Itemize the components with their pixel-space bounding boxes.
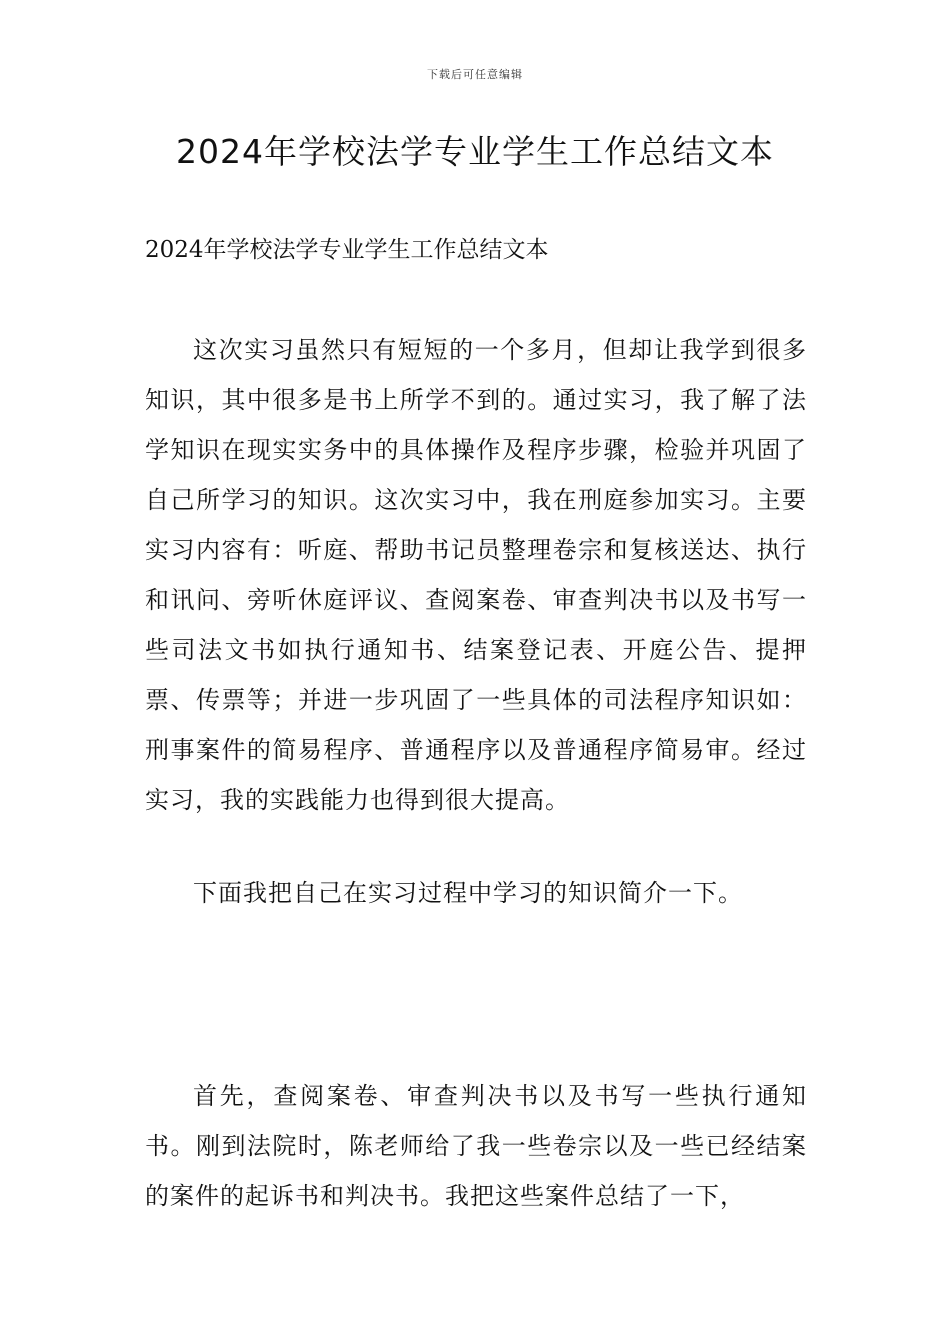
paragraph-2: 下面我把自己在实习过程中学习的知识简介一下。: [193, 879, 743, 907]
document-subtitle: 2024年学校法学专业学生工作总结文本: [145, 237, 549, 263]
header-note: 下载后可任意编辑: [427, 68, 523, 81]
paragraph-1: 这次实习虽然只有短短的一个多月，但却让我学到很多知识，其中很多是书上所学不到的。通过实习，我了解了法学知识在现实实务中的具体操作及程序步骤，检验并巩固了自己所学习的知识。这次实习中，我在刑庭参加实习。主要实习内容有：听庭、帮助书记员整理卷宗和复核送达、执行和讯问、旁听休庭评议、查阅案卷、审查判决书以及书写一些司法文书如执行通知书、结案登记表、开庭公告、提押票、传票等；并进一步巩固了一些具体的司法程序知识如：刑事案件的简易程序、普通程序以及普通程序简易审。经过实习，我的实践能力也得到很大提高。: [145, 336, 807, 814]
paragraph-3: 首先，查阅案卷、审查判决书以及书写一些执行通知书。刚到法院时，陈老师给了我一些卷宗以及一些已经结案的案件的起诉书和判决书。我把这些案件总结了一下，: [145, 1082, 807, 1210]
document-title: 2024年学校法学专业学生工作总结文本: [176, 132, 774, 171]
